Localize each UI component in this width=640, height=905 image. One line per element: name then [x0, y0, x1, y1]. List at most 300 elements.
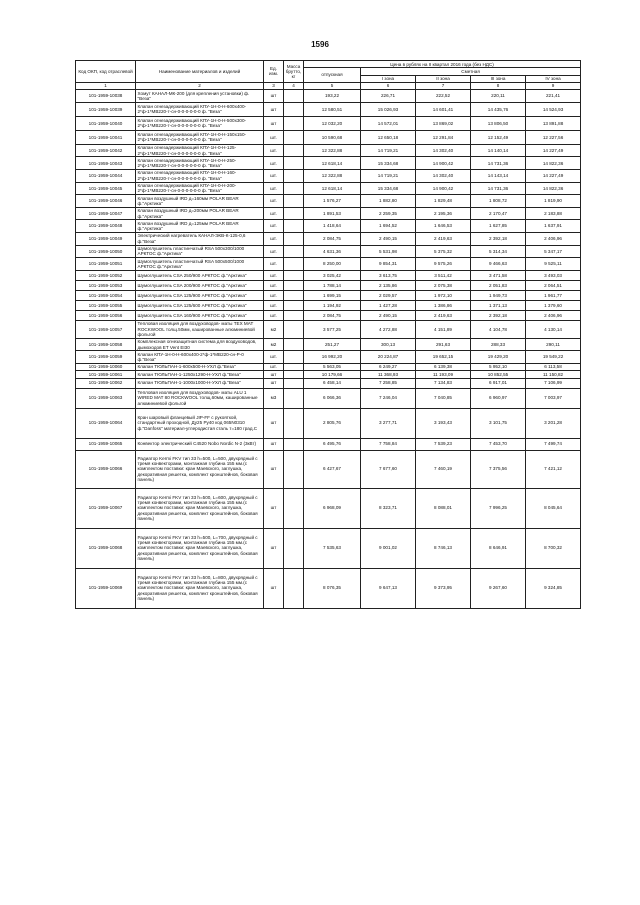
- row-price-zone4: 4 130,14: [526, 320, 581, 338]
- row-price-zone3: 3 101,75: [471, 408, 526, 438]
- row-code: 101-1959-10039: [76, 102, 136, 116]
- row-price-zone1: 15 026,93: [361, 102, 416, 116]
- row-price-zone1: 1 882,80: [361, 195, 416, 208]
- header-release: отпускная: [304, 68, 361, 83]
- row-code: 101-1959-10048: [76, 220, 136, 233]
- row-mass: [284, 182, 304, 195]
- row-name: Клапан огнезадерживающий КПУ-1Н-0-Н-600х400-2*ф-1*МВ220-т-сн-0-0-0-0-0-0 ф. "Веза": [136, 102, 264, 116]
- row-price-zone3: 1 371,13: [471, 300, 526, 310]
- row-price-zone2: 3 511,42: [416, 270, 471, 280]
- row-price-zone4: 14 227,49: [526, 169, 581, 182]
- row-price-zone4: 2 406,96: [526, 232, 581, 245]
- row-unit: шт.: [264, 195, 284, 208]
- table-row: [76, 290, 581, 300]
- table-row: [76, 270, 581, 280]
- row-price-zone1: 15 334,68: [361, 182, 416, 195]
- row-price-zone4: 12 227,56: [526, 130, 581, 144]
- table-row: [76, 90, 581, 103]
- row-price-zone4: 1 379,60: [526, 300, 581, 310]
- table-row: [76, 568, 581, 608]
- row-price-zone4: 19 549,22: [526, 351, 581, 364]
- row-price-zone4: 7 421,12: [526, 450, 581, 488]
- row-name: Шумоглушитель CSA 250/900 АРКТОС ф."Арктика": [136, 270, 264, 280]
- row-code: 101-1959-10064: [76, 408, 136, 438]
- row-unit: шт.: [264, 220, 284, 233]
- row-price-zone3: 9 267,60: [471, 568, 526, 608]
- row-name: Клапан КПУ-1Н-0-Н-600х400-2*ф-1*МВ220-сн-Р-0 ф."Веза": [136, 351, 264, 364]
- column-number: 1: [76, 82, 136, 89]
- row-unit: шт.: [264, 169, 284, 182]
- row-name: Шумоглушитель пластинчатый RSA 500х300/1000 АРКТОС ф."Арктика": [136, 245, 264, 258]
- row-price-release: 10 590,68: [304, 130, 361, 144]
- row-code: 101-1959-10041: [76, 130, 136, 144]
- row-code: 101-1959-10069: [76, 568, 136, 608]
- row-name: Клапан огнезадерживающий КПУ-1Н-0-Н-150х150-2*ф-1*МВ220-т-сн-0-0-0-0-0-0 ф. "Веза": [136, 130, 264, 144]
- row-price-zone4: 3 201,28: [526, 408, 581, 438]
- row-code: 101-1959-10052: [76, 270, 136, 280]
- row-code: 101-1959-10058: [76, 338, 136, 351]
- table-row: [76, 300, 581, 310]
- header-mass: Масса брутто, кг: [284, 61, 304, 83]
- table-row: [76, 528, 581, 568]
- row-unit: шт: [264, 90, 284, 103]
- row-price-zone1: 14 572,01: [361, 116, 416, 130]
- table-row: [76, 408, 581, 438]
- row-price-zone2: 7 134,83: [416, 378, 471, 388]
- table-row: [76, 182, 581, 195]
- row-price-release: 12 032,20: [304, 116, 361, 130]
- row-price-zone2: 19 652,15: [416, 351, 471, 364]
- row-mass: [284, 116, 304, 130]
- row-price-release: 1 194,92: [304, 300, 361, 310]
- row-price-release: 16 992,20: [304, 351, 361, 364]
- row-mass: [284, 232, 304, 245]
- row-price-zone3: 14 143,14: [471, 169, 526, 182]
- header-estimate: Сметная: [361, 68, 581, 75]
- row-price-release: 251,27: [304, 338, 361, 351]
- row-price-zone3: 6 960,97: [471, 388, 526, 408]
- row-price-zone2: 8 088,01: [416, 488, 471, 528]
- row-mass: [284, 245, 304, 258]
- row-price-zone4: 6 113,58: [526, 363, 581, 370]
- row-mass: [284, 488, 304, 528]
- row-price-zone4: 14 822,36: [526, 182, 581, 195]
- row-price-zone4: 7 003,97: [526, 388, 581, 408]
- row-name: Клапан ТЮЛЬПАН-1-1250х1290-Н-УХЛ ф."Веза": [136, 371, 264, 378]
- row-mass: [284, 568, 304, 608]
- row-price-zone1: 12 650,18: [361, 130, 416, 144]
- row-price-zone1: 8 323,71: [361, 488, 416, 528]
- row-name: Шумоглушитель пластинчатый RSA 500х500/1000 АРКТОС ф."Арктика": [136, 258, 264, 271]
- row-unit: шт: [264, 102, 284, 116]
- row-price-zone3: 288,33: [471, 338, 526, 351]
- row-price-release: 7 535,63: [304, 528, 361, 568]
- row-price-zone1: 7 246,04: [361, 388, 416, 408]
- row-price-zone2: 14 302,40: [416, 144, 471, 157]
- row-price-zone1: 7 758,84: [361, 438, 416, 450]
- row-price-zone4: 3 493,03: [526, 270, 581, 280]
- row-mass: [284, 169, 304, 182]
- table-row: [76, 144, 581, 157]
- row-price-zone1: 2 029,57: [361, 290, 416, 300]
- row-unit: шт.: [264, 310, 284, 320]
- row-price-zone1: 2 490,15: [361, 310, 416, 320]
- row-name: Радиатор Kermi FKV тип 33 h=500, L=600, двухрядный с тремя конвекторами, монтажная глубина 155 мм.(с комплектом поставки: кран Маевского, заглушка, декоративная решетка, комплект кронштейнов, боковая панель): [136, 488, 264, 528]
- row-mass: [284, 90, 304, 103]
- row-price-release: 1 699,15: [304, 290, 361, 300]
- row-price-zone4: 9 525,11: [526, 258, 581, 271]
- row-price-zone2: 4 151,89: [416, 320, 471, 338]
- row-price-zone1: 5 531,98: [361, 245, 416, 258]
- row-code: 101-1959-10055: [76, 300, 136, 310]
- row-code: 101-1959-10043: [76, 157, 136, 170]
- row-price-zone2: 6 139,38: [416, 363, 471, 370]
- row-unit: шт.: [264, 182, 284, 195]
- row-price-zone4: 1 637,91: [526, 220, 581, 233]
- row-name: Клапан огнезадерживающий КПУ-1Н-0-Н-160-2*ф-1*МВ220-т-сн-0-0-0-0-0-0 ф. "Веза": [136, 169, 264, 182]
- row-price-zone1: 3 613,75: [361, 270, 416, 280]
- row-name: Электрический нагреватель КАНАЛ-ЭКВ-К-125-0,6 ф."Веза": [136, 232, 264, 245]
- row-price-release: 1 788,14: [304, 280, 361, 290]
- row-name: Кран шаровый фланцевый JIP-FF с рукояткой, стандартный проходной, Ду25 Ру40 код 065N0310 ф."Danfoss" материал-углеродистая сталь т=180 град.С: [136, 408, 264, 438]
- row-price-release: 4 631,36: [304, 245, 361, 258]
- row-name: Конвектор электрический C4520 Nobo Nordic N-2 (3кВт): [136, 438, 264, 450]
- row-code: 101-1959-10045: [76, 182, 136, 195]
- row-unit: шт: [264, 438, 284, 450]
- row-mass: [284, 371, 304, 378]
- row-price-zone3: 5 314,34: [471, 245, 526, 258]
- row-price-zone2: 9 373,95: [416, 568, 471, 608]
- row-price-zone2: 7 460,19: [416, 450, 471, 488]
- row-price-zone4: 8 700,32: [526, 528, 581, 568]
- row-price-zone3: 7 996,25: [471, 488, 526, 528]
- row-code: 101-1959-10044: [76, 169, 136, 182]
- row-price-release: 10 179,66: [304, 371, 361, 378]
- row-name: Клапан огнезадерживающий КПУ-1Н-0-Н-125-2*ф-1*МВ220-т-сн-0-0-0-0-0-0 ф. "Веза": [136, 144, 264, 157]
- row-code: 101-1959-10061: [76, 371, 136, 378]
- row-price-release: 12 618,14: [304, 182, 361, 195]
- row-price-zone2: 8 746,13: [416, 528, 471, 568]
- column-number: 5: [304, 82, 361, 89]
- table-row: [76, 220, 581, 233]
- row-unit: м3: [264, 388, 284, 408]
- row-price-zone2: 9 575,26: [416, 258, 471, 271]
- table-row: [76, 232, 581, 245]
- row-mass: [284, 388, 304, 408]
- row-price-zone1: 14 719,21: [361, 144, 416, 157]
- table-body: [76, 90, 581, 608]
- row-price-zone3: 5 952,10: [471, 363, 526, 370]
- row-price-zone2: 1 972,10: [416, 290, 471, 300]
- row-mass: [284, 130, 304, 144]
- row-price-zone2: 7 539,23: [416, 438, 471, 450]
- row-price-zone3: 10 852,55: [471, 371, 526, 378]
- row-code: 101-1959-10068: [76, 528, 136, 568]
- row-price-zone1: 2 259,35: [361, 207, 416, 220]
- table-row: [76, 378, 581, 388]
- row-price-zone4: 14 227,49: [526, 144, 581, 157]
- row-price-zone1: 7 258,85: [361, 378, 416, 388]
- row-unit: шт.: [264, 258, 284, 271]
- row-mass: [284, 363, 304, 370]
- table-row: [76, 450, 581, 488]
- row-price-release: 12 618,14: [304, 157, 361, 170]
- row-price-release: 6 495,76: [304, 438, 361, 450]
- row-price-release: 1 576,27: [304, 195, 361, 208]
- row-price-zone3: 8 646,91: [471, 528, 526, 568]
- row-unit: шт.: [264, 144, 284, 157]
- header-zone2: II зона: [416, 75, 471, 82]
- row-price-zone3: 4 104,78: [471, 320, 526, 338]
- row-unit: шт.: [264, 130, 284, 144]
- column-number: 2: [136, 82, 264, 89]
- row-price-zone1: 7 677,60: [361, 450, 416, 488]
- table-row: [76, 157, 581, 170]
- row-price-zone1: 9 001,02: [361, 528, 416, 568]
- table-row: [76, 130, 581, 144]
- row-mass: [284, 300, 304, 310]
- table-row: [76, 169, 581, 182]
- row-price-release: 2 084,75: [304, 232, 361, 245]
- row-unit: м2: [264, 320, 284, 338]
- row-price-zone2: 14 900,42: [416, 157, 471, 170]
- row-price-zone4: 13 891,88: [526, 116, 581, 130]
- table-row: [76, 116, 581, 130]
- row-mass: [284, 351, 304, 364]
- row-name: Клапан огнезадерживающий КПУ-1Н-0-Н-500х300-2*ф-1*МВ220-т-сн-0-0-0-0-0-0 ф. "Веза": [136, 116, 264, 130]
- row-price-release: 193,22: [304, 90, 361, 103]
- row-mass: [284, 290, 304, 300]
- row-price-zone3: 14 731,36: [471, 182, 526, 195]
- row-price-zone2: 1 646,53: [416, 220, 471, 233]
- header-name: Наименование материалов и изделий: [136, 61, 264, 83]
- row-price-release: 12 322,88: [304, 169, 361, 182]
- row-code: 101-1959-10042: [76, 144, 136, 157]
- row-mass: [284, 338, 304, 351]
- row-price-zone4: 290,11: [526, 338, 581, 351]
- table-row: [76, 388, 581, 408]
- row-price-release: 12 322,88: [304, 144, 361, 157]
- row-code: 101-1959-10065: [76, 438, 136, 450]
- row-unit: шт.: [264, 351, 284, 364]
- row-mass: [284, 310, 304, 320]
- row-unit: шт.: [264, 280, 284, 290]
- row-unit: шт.: [264, 245, 284, 258]
- row-unit: шт: [264, 378, 284, 388]
- row-price-zone3: 7 453,70: [471, 438, 526, 450]
- row-name: Радиатор Kermi FKV тип 33 h=500, L=500, двухрядный с тремя конвекторами, монтажная глубина 155 мм.(с комплектом поставки: кран Маевского, заглушка, декоративная решетка, комплект кронштейнов, боковая панель): [136, 450, 264, 488]
- row-mass: [284, 195, 304, 208]
- row-unit: шт.: [264, 157, 284, 170]
- row-mass: [284, 144, 304, 157]
- table-row: [76, 207, 581, 220]
- row-price-zone3: 6 917,01: [471, 378, 526, 388]
- header-zone1: I зона: [361, 75, 416, 82]
- table-row: [76, 488, 581, 528]
- row-price-zone4: 1 961,77: [526, 290, 581, 300]
- row-price-zone3: 14 435,76: [471, 102, 526, 116]
- row-code: 101-1959-10060: [76, 363, 136, 370]
- column-number-row: [76, 82, 581, 89]
- row-price-zone4: 14 524,93: [526, 102, 581, 116]
- column-number: 9: [526, 82, 581, 89]
- row-mass: [284, 258, 304, 271]
- row-mass: [284, 408, 304, 438]
- row-price-zone1: 6 249,27: [361, 363, 416, 370]
- table-row: [76, 351, 581, 364]
- row-price-zone2: 1 386,86: [416, 300, 471, 310]
- row-price-zone3: 14 731,36: [471, 157, 526, 170]
- row-price-zone2: 2 419,63: [416, 232, 471, 245]
- row-unit: шт: [264, 568, 284, 608]
- table-row: [76, 195, 581, 208]
- row-price-zone3: 2 170,47: [471, 207, 526, 220]
- table-row: [76, 363, 581, 370]
- row-price-zone2: 14 900,42: [416, 182, 471, 195]
- row-unit: шт.: [264, 270, 284, 280]
- row-mass: [284, 528, 304, 568]
- row-price-zone3: 19 429,20: [471, 351, 526, 364]
- row-price-zone3: 2 392,18: [471, 232, 526, 245]
- row-price-zone1: 9 647,13: [361, 568, 416, 608]
- row-name: Клапан ТЮЛЬПАН-1-600х500-Н-УХЛ ф."Веза": [136, 363, 264, 370]
- row-price-zone1: 2 490,15: [361, 232, 416, 245]
- table-header: [76, 61, 581, 90]
- row-price-zone1: 226,71: [361, 90, 416, 103]
- row-price-zone4: 221,41: [526, 90, 581, 103]
- row-code: 101-1959-10053: [76, 280, 136, 290]
- row-unit: шт.: [264, 300, 284, 310]
- table-row: [76, 245, 581, 258]
- row-price-zone1: 4 272,88: [361, 320, 416, 338]
- row-name: Хомут КАНАЛ-МК-200 (для крепления установки) ф. "Веза": [136, 90, 264, 103]
- row-price-release: 5 563,05: [304, 363, 361, 370]
- row-price-zone2: 3 193,43: [416, 408, 471, 438]
- row-price-zone1: 1 694,52: [361, 220, 416, 233]
- row-code: 101-1959-10047: [76, 207, 136, 220]
- row-name: Комплексная огнезащитная система для воздуховодов, дымоходов ET Vent EI30: [136, 338, 264, 351]
- row-price-zone4: 2 183,88: [526, 207, 581, 220]
- row-code: 101-1959-10040: [76, 116, 136, 130]
- row-mass: [284, 270, 304, 280]
- row-price-zone2: 14 601,41: [416, 102, 471, 116]
- column-number: 8: [471, 82, 526, 89]
- row-name: Тепловая изоляция для воздуховодов- маты ALU 1 WIRED MAT 80 ROCKWOOL толщ.60мм, кашированные алюминиевой фольгой: [136, 388, 264, 408]
- row-code: 101-1959-10063: [76, 388, 136, 408]
- column-number: 6: [361, 82, 416, 89]
- row-price-zone2: 2 419,63: [416, 310, 471, 320]
- row-name: Клапан воздушный IRD д=125мм POLAR BEAR ф."Арктика": [136, 220, 264, 233]
- row-mass: [284, 207, 304, 220]
- row-unit: м2: [264, 338, 284, 351]
- row-price-release: 8 250,00: [304, 258, 361, 271]
- row-code: 101-1959-10056: [76, 310, 136, 320]
- row-price-zone4: 7 499,74: [526, 438, 581, 450]
- row-price-zone4: 5 347,17: [526, 245, 581, 258]
- row-name: Шумоглушитель CSA 200/900 АРКТОС ф."Арктика": [136, 280, 264, 290]
- row-code: 101-1959-10050: [76, 245, 136, 258]
- row-price-zone3: 9 466,63: [471, 258, 526, 271]
- row-code: 101-1959-10059: [76, 351, 136, 364]
- table-row: [76, 338, 581, 351]
- row-unit: шт: [264, 528, 284, 568]
- row-unit: шт.: [264, 232, 284, 245]
- row-mass: [284, 438, 304, 450]
- row-price-zone3: 12 152,49: [471, 130, 526, 144]
- row-price-zone3: 3 471,58: [471, 270, 526, 280]
- row-mass: [284, 320, 304, 338]
- row-price-zone1: 9 854,31: [361, 258, 416, 271]
- row-code: 101-1959-10046: [76, 195, 136, 208]
- row-price-zone3: 1 808,72: [471, 195, 526, 208]
- price-table: [75, 60, 581, 609]
- row-price-zone2: 12 291,84: [416, 130, 471, 144]
- table-row: [76, 438, 581, 450]
- row-name: Шумоглушитель CSA 125/900 АРКТОС ф."Арктика": [136, 290, 264, 300]
- row-price-zone4: 11 150,82: [526, 371, 581, 378]
- row-mass: [284, 157, 304, 170]
- row-price-release: 3 025,42: [304, 270, 361, 280]
- row-price-zone2: 291,63: [416, 338, 471, 351]
- row-price-zone2: 13 869,02: [416, 116, 471, 130]
- row-name: Клапан воздушный IRD д=200мм POLAR BEAR ф."Арктика": [136, 207, 264, 220]
- row-price-zone2: 2 195,36: [416, 207, 471, 220]
- row-price-release: 3 577,25: [304, 320, 361, 338]
- row-price-zone4: 1 819,90: [526, 195, 581, 208]
- header-zone4: IV зона: [526, 75, 581, 82]
- row-unit: шт: [264, 116, 284, 130]
- row-code: 101-1959-10051: [76, 258, 136, 271]
- row-price-release: 6 458,14: [304, 378, 361, 388]
- row-code: 101-1959-10054: [76, 290, 136, 300]
- row-price-zone1: 11 368,93: [361, 371, 416, 378]
- row-price-zone2: 5 375,32: [416, 245, 471, 258]
- row-price-zone3: 2 392,18: [471, 310, 526, 320]
- row-price-zone4: 14 822,36: [526, 157, 581, 170]
- row-unit: шт: [264, 450, 284, 488]
- row-code: 101-1959-10049: [76, 232, 136, 245]
- row-name: Радиатор Kermi FKV тип 33 h=500, L=800, двухрядный с тремя конвекторами, монтажная глубина 155 мм.(с комплектом поставки: кран Маевского, заглушка, декоративная решетка, комплект кронштейнов, боковая панель): [136, 568, 264, 608]
- row-price-zone3: 7 375,56: [471, 450, 526, 488]
- table-row: [76, 280, 581, 290]
- row-price-release: 12 580,51: [304, 102, 361, 116]
- row-unit: шт: [264, 408, 284, 438]
- row-price-release: 6 427,67: [304, 450, 361, 488]
- row-name: Клапан огнезадерживающий КПУ-1Н-0-Н-200-2*ф-1*МВ220-т-сн-0-0-0-0-0-0 ф. "Веза": [136, 182, 264, 195]
- row-unit: шт.: [264, 363, 284, 370]
- row-price-zone3: 13 806,50: [471, 116, 526, 130]
- page-number: 1596: [311, 40, 329, 49]
- row-price-zone1: 300,13: [361, 338, 416, 351]
- row-price-zone1: 1 427,28: [361, 300, 416, 310]
- row-name: Тепловая изоляция для воздуховодов- маты TEX MAT ROCKWOOL толщ.50мм, кашированные алюминиевой фольгой: [136, 320, 264, 338]
- header-unit: Ед. изм.: [264, 61, 284, 83]
- row-price-zone4: 2 406,96: [526, 310, 581, 320]
- table-row: [76, 371, 581, 378]
- row-price-zone3: 14 140,14: [471, 144, 526, 157]
- row-price-zone4: 9 324,85: [526, 568, 581, 608]
- header-zone3: III зона: [471, 75, 526, 82]
- column-number: 7: [416, 82, 471, 89]
- row-price-zone2: 222,52: [416, 90, 471, 103]
- row-name: Клапан ТЮЛЬПАН-1-1000х1000-Н-УХЛ ф."Веза": [136, 378, 264, 388]
- row-price-release: 2 805,76: [304, 408, 361, 438]
- row-unit: шт.: [264, 290, 284, 300]
- row-unit: шт: [264, 488, 284, 528]
- table-row: [76, 102, 581, 116]
- row-price-zone4: 2 064,51: [526, 280, 581, 290]
- row-price-zone1: 14 719,21: [361, 169, 416, 182]
